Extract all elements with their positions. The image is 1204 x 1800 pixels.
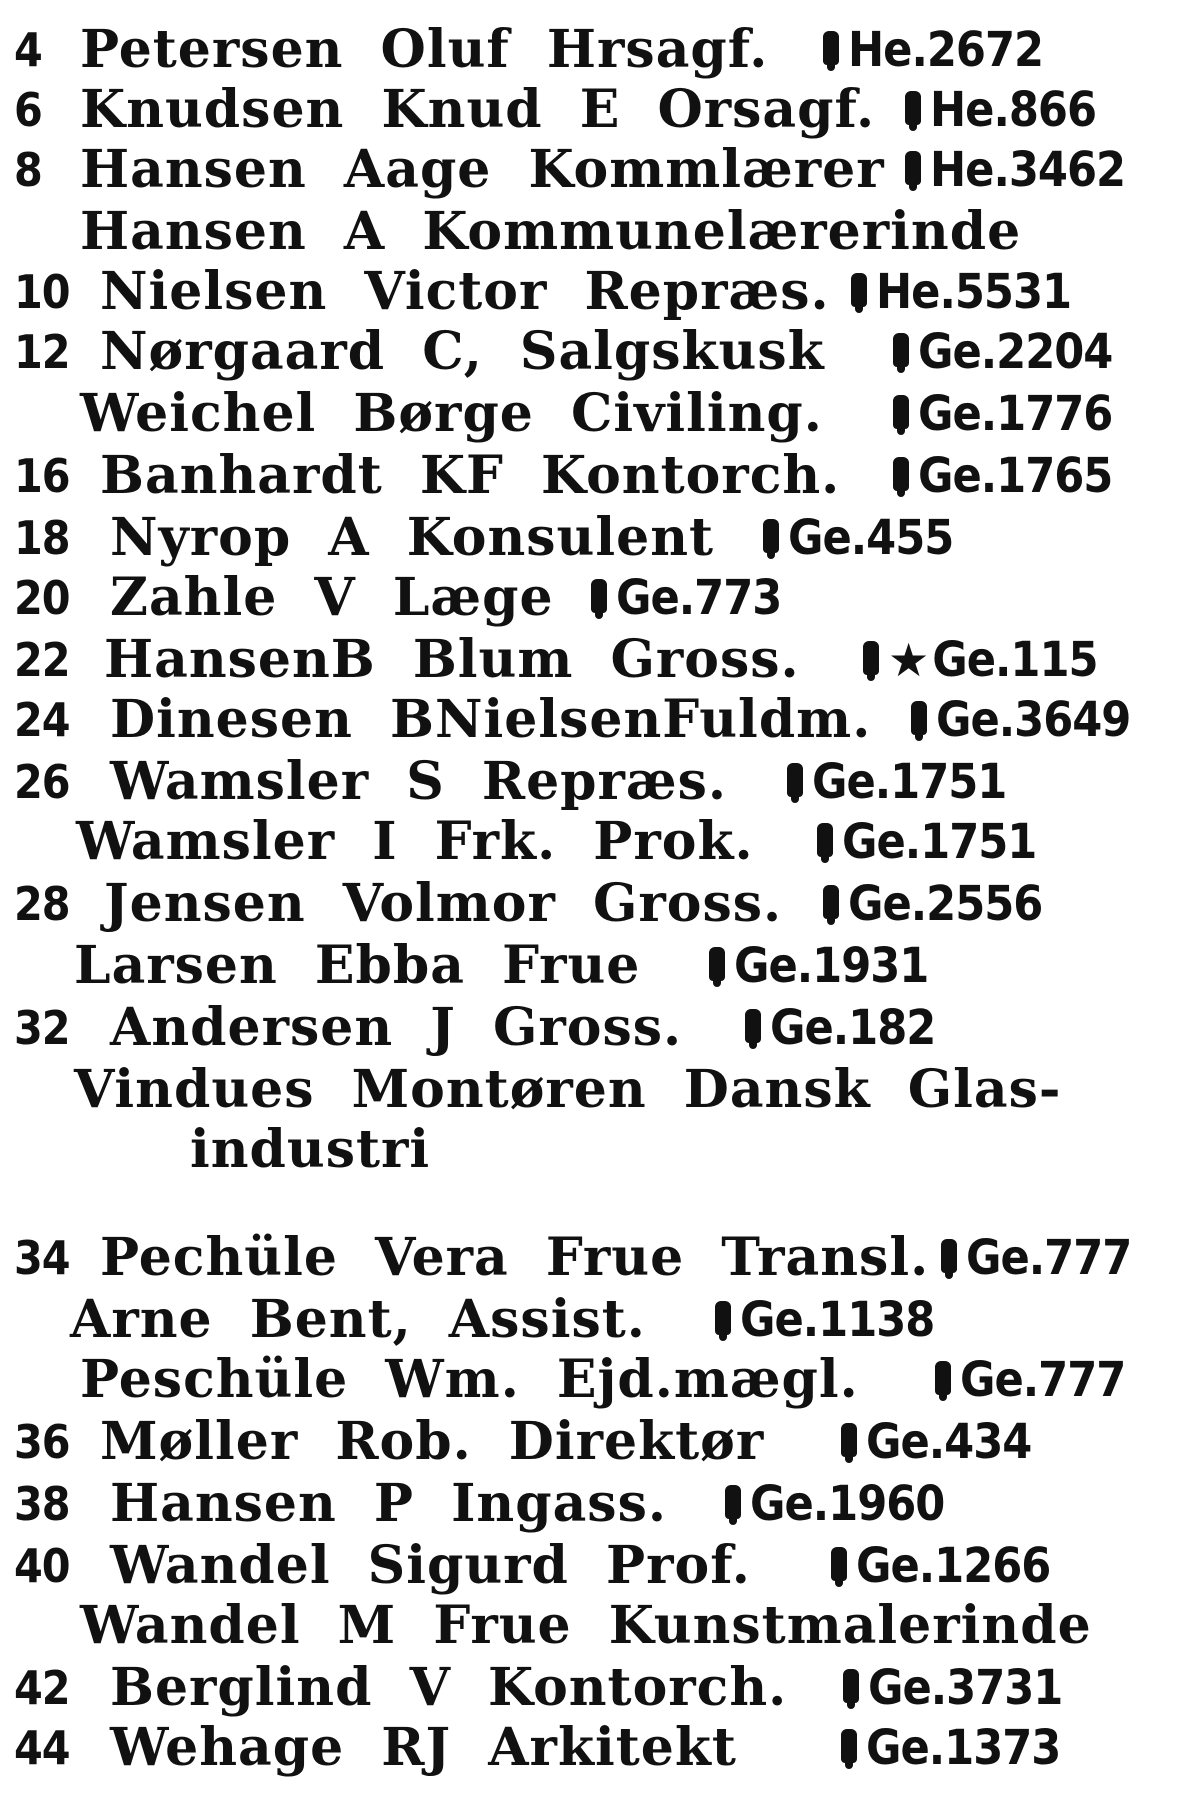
- phone-number: He.5531: [848, 262, 1071, 322]
- house-number: 10: [14, 265, 70, 319]
- resident-text: Pechüle Vera Frue Transl.: [100, 1227, 930, 1288]
- telephone-icon: [902, 87, 924, 133]
- telephone-icon: [706, 943, 728, 989]
- telephone-icon: [588, 575, 610, 621]
- resident-text: Zahle V Læge: [110, 567, 554, 628]
- list-item: [0, 630, 1204, 690]
- phone-number: Ge.3731: [840, 1658, 1062, 1718]
- phone-number: He.2672: [820, 20, 1043, 80]
- telephone-icon: [890, 329, 912, 375]
- house-number: 28: [14, 877, 70, 931]
- list-item: [0, 140, 1204, 200]
- resident-text: Andersen J Gross.: [110, 997, 683, 1058]
- phone-number: Ge.434: [838, 1412, 1031, 1472]
- resident-text: Wamsler S Repræs.: [110, 751, 728, 812]
- resident-text: Larsen Ebba Frue: [74, 935, 641, 996]
- list-item: [0, 1596, 1204, 1656]
- list-item: [0, 384, 1204, 444]
- house-number: 32: [14, 1001, 70, 1055]
- telephone-icon: [722, 1481, 744, 1527]
- list-item: [0, 936, 1204, 996]
- list-item: [0, 874, 1204, 934]
- phone-number: Ge.455: [760, 508, 953, 568]
- list-item: [0, 1060, 1204, 1120]
- list-item: [0, 998, 1204, 1058]
- telephone-icon: [938, 1235, 960, 1281]
- resident-text: Wamsler I Frk. Prok.: [76, 811, 754, 872]
- list-item: [0, 202, 1204, 262]
- telephone-icon: [838, 1725, 860, 1771]
- list-item: [0, 322, 1204, 382]
- house-number: 44: [14, 1721, 70, 1775]
- resident-text: Wandel Sigurd Prof.: [110, 1535, 751, 1596]
- list-item: [0, 1290, 1204, 1350]
- telephone-icon: [712, 1297, 734, 1343]
- list-item: [0, 1536, 1204, 1596]
- resident-text: Hansen A Kommunelærerinde: [80, 201, 1022, 262]
- phone-number: Ge.1765: [890, 446, 1112, 506]
- telephone-icon: [784, 759, 806, 805]
- phone-number: Ge.2204: [890, 322, 1112, 382]
- telephone-icon: [838, 1419, 860, 1465]
- resident-text: Knudsen Knud E Orsagf.: [80, 79, 876, 140]
- resident-text: Dinesen BNielsenFuldm.: [110, 689, 872, 750]
- phone-number: He.3462: [902, 140, 1125, 200]
- list-item: [0, 812, 1204, 872]
- telephone-icon: [742, 1005, 764, 1051]
- list-item: [0, 1412, 1204, 1472]
- list-item: [0, 508, 1204, 568]
- resident-text: Hansen P Ingass.: [110, 1473, 667, 1534]
- resident-text: Nielsen Victor Repræs.: [100, 261, 830, 322]
- telephone-icon: [820, 27, 842, 73]
- list-item: [0, 1120, 1204, 1180]
- list-item: [0, 446, 1204, 506]
- list-item: [0, 262, 1204, 322]
- list-item: [0, 1658, 1204, 1718]
- telephone-icon: [932, 1357, 954, 1403]
- phone-number: Ge.1960: [722, 1474, 944, 1534]
- resident-text: Arne Bent, Assist.: [70, 1289, 646, 1350]
- house-number: 12: [14, 325, 70, 379]
- phone-number: ★ Ge.115: [860, 630, 1098, 690]
- resident-text: Jensen Volmor Gross.: [104, 873, 783, 934]
- resident-text: Berglind V Kontorch.: [110, 1657, 788, 1718]
- phone-number: Ge.777: [932, 1350, 1125, 1410]
- resident-text: Vindues Montøren Dansk Glas-: [74, 1059, 1062, 1120]
- resident-text: Petersen Oluf Hrsagf.: [80, 19, 769, 80]
- list-item: [0, 1718, 1204, 1778]
- list-item: [0, 1350, 1204, 1410]
- list-item: [0, 80, 1204, 140]
- resident-text: Weichel Børge Civiling.: [80, 383, 823, 444]
- resident-text: Wehage RJ Arkitekt: [110, 1717, 737, 1778]
- house-number: 26: [14, 755, 70, 809]
- telephone-icon: [890, 391, 912, 437]
- phone-number: Ge.3649: [908, 690, 1130, 750]
- house-number: 38: [14, 1477, 70, 1531]
- telephone-icon: [840, 1665, 862, 1711]
- telephone-icon: [848, 269, 870, 315]
- phone-number: Ge.1751: [784, 752, 1006, 812]
- house-number: 18: [14, 511, 70, 565]
- list-item: [0, 752, 1204, 812]
- phone-number: Ge.1751: [814, 812, 1036, 872]
- resident-text: HansenB Blum Gross.: [104, 629, 800, 690]
- house-number: 36: [14, 1415, 70, 1469]
- list-item: [0, 20, 1204, 80]
- telephone-icon: [814, 819, 836, 865]
- house-number: 4: [14, 23, 42, 77]
- telephone-icon: [902, 147, 924, 193]
- phone-number: Ge.1776: [890, 384, 1112, 444]
- list-item: [0, 690, 1204, 750]
- house-number: 20: [14, 571, 70, 625]
- resident-text: Møller Rob. Direktør: [100, 1411, 765, 1472]
- resident-text: Wandel M Frue Kunstmalerinde: [80, 1595, 1092, 1656]
- telephone-icon: [828, 1543, 850, 1589]
- phone-number: Ge.1266: [828, 1536, 1050, 1596]
- phone-number: Ge.777: [938, 1228, 1131, 1288]
- phone-number: Ge.1931: [706, 936, 928, 996]
- house-number: 40: [14, 1539, 70, 1593]
- house-number: 16: [14, 449, 70, 503]
- resident-text: Nørgaard C, Salgskusk: [100, 321, 825, 382]
- resident-text: industri: [190, 1119, 431, 1180]
- phone-number: Ge.1138: [712, 1290, 934, 1350]
- phone-number: Ge.773: [588, 568, 781, 628]
- house-number: 22: [14, 633, 70, 687]
- telephone-icon: [860, 637, 882, 683]
- house-number: 8: [14, 143, 42, 197]
- telephone-icon: [820, 881, 842, 927]
- house-number: 6: [14, 83, 42, 137]
- phone-number: Ge.1373: [838, 1718, 1060, 1778]
- list-item: [0, 1228, 1204, 1288]
- house-number: 42: [14, 1661, 70, 1715]
- phone-number: Ge.2556: [820, 874, 1042, 934]
- house-number: 24: [14, 693, 70, 747]
- telephone-icon: [890, 453, 912, 499]
- telephone-icon: [760, 515, 782, 561]
- phone-number: Ge.182: [742, 998, 935, 1058]
- star-icon: ★: [888, 633, 929, 687]
- list-item: [0, 1474, 1204, 1534]
- list-item: [0, 568, 1204, 628]
- resident-text: Nyrop A Konsulent: [110, 507, 715, 568]
- resident-text: Peschüle Wm. Ejd.mægl.: [80, 1349, 859, 1410]
- telephone-icon: [908, 697, 930, 743]
- house-number: 34: [14, 1231, 70, 1285]
- resident-text: Banhardt KF Kontorch.: [100, 445, 841, 506]
- resident-text: Hansen Aage Kommlærer: [80, 139, 885, 200]
- phone-number: He.866: [902, 80, 1096, 140]
